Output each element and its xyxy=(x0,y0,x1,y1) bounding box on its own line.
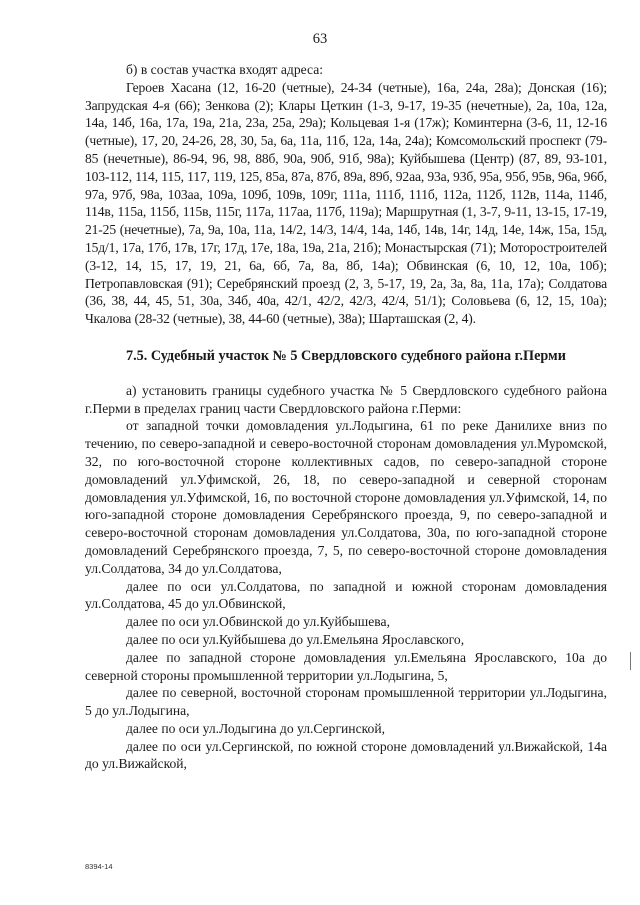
address-list: Героев Хасана (12, 16-20 (четные), 24-34 (четные), 16а, 24а, 28а); Донская (16); Запрудская 4-я (66); Зенкова (2); Клары Цеткин (1-3, 9-17, 19-35 (нечетные), 2а, 10а, 12а, 14а, 14б, 16а, 17а, 19а, 21а, 23а, 25а, 29а); Кольцевая 1-я (17ж); Коминтерна (3-6, 11, 12-16 (четные), 17, 20, 24-26, 28, 30, 5а, 6а, 11а, 11б, 12а, 14а, 24а); Комсомольский проспект (79-85 (нечетные), 86-94, 96, 98, 88б, 90а, 90б, 91б, 98а); Куйбышева (Центр) (87, 89, 93-101, 103-112, 114, 115, 117, 119, 125, 85а, 87а, 87б, 89а, 89б, 92аа, 93а, 93б, 95а, 95б, 95в, 96а, 96б, 97а, 97б, 98а, 103аа, 109а, 109б, 109в, 109г, 111а, 111б, 111б, 112а, 112б, 112в, 114а, 114б, 114в, 115а, 115б, 115в, 115г, 117а, 117аа, 117б, 119а); Маршрутная (1, 3-7, 9-11, 13-15, 17-19, 21-25 (нечетные), 7а, 9а, 10а, 11а, 14/2, 14/3, 14/4, 14а, 14б, 14в, 14г, 14д, 14е, 14ж, 15а, 15д, 15д/1, 17а, 17б, 17в, 17г, 17д, 17е, 18а, 19а, 21а, 21б); Монастырская (71); Моторостроителей (3-12, 14, 15, 17, 19, 21, 6а, 6б, 7а, 8а, 8б, 14а); Обвинская (6, 10, 12, 10а, 10б); Петропавловская (91); Серебрянский проезд (2, 3, 5-17, 19, 2а, 3а, 8а, 11а, 17а); Солдатова (36, 38, 44, 45, 51, 30а, 34б, 40а, 42/1, 42/2, 42/3, 42/4, 51/1); Соловьева (6, 12, 15, 10а); Чкалова (28-32 (четные), 38, 44-60 (четные), 38а); Шарташская (2, 4). xyxy=(85,79,607,327)
section-a-intro: а) установить границы судебного участка № 5 Свердловского судебного района г.Перми в пределах границ части Свердловского района г.Перми: xyxy=(85,382,607,416)
boundary-paragraph-4: далее по оси ул.Куйбышева до ул.Емельяна Ярославского, xyxy=(126,631,465,647)
boundary-paragraph-1: от западной точки домовладения ул.Лодыгина, 61 по реке Данилихе вниз по течению, по северо-западной и северо-восточной сторонам домовладения ул.Муромской, 32, по юго-восточной стороне коллективных садов, по северо-западной стороне домовладений ул.Уфимской, 26, 18, по северо-западной и северной сторонам домовладения ул.Уфимской, 16, по восточной стороне домовладения ул.Уфимской, 14, по юго-западной стороне домовладения Серебрянского проезда, 9, по северо-западной и северо-восточной сторонам домовладения ул.Солдатова, 30а, по юго-западной стороне домовладений Серебрянского проезда, 7, 5, по северо-восточной стороне домовладения ул.Солдатова, 34 до ул.Солдатова, xyxy=(85,418,607,576)
page-number: 63 xyxy=(312,31,328,47)
boundary-paragraph-6: далее по северной, восточной сторонам промышленной территории ул.Лодыгина, 5 до ул.Лодыгина, xyxy=(85,685,607,719)
section-b-intro: б) в состав участка входят адреса: xyxy=(126,62,324,77)
scan-edge-mark xyxy=(630,652,631,670)
footer-document-code: 8394-14 xyxy=(85,862,113,871)
section-heading: 7.5. Судебный участок № 5 Свердловского судебного района г.Перми xyxy=(126,347,566,364)
document-body xyxy=(85,61,607,773)
boundary-paragraph-3: далее по оси ул.Обвинской до ул.Куйбышева, xyxy=(126,614,390,630)
boundary-paragraph-8: далее по оси ул.Сергинской, по южной стороне домовладений ул.Вижайской, 14а до ул.Вижайской, xyxy=(85,738,607,772)
boundary-paragraph-7: далее по оси ул.Лодыгина до ул.Сергинской, xyxy=(126,720,386,736)
boundary-paragraph-5: далее по западной стороне домовладения ул.Емельяна Ярославского, 10а до северной стороны промышленной территории ул.Лодыгина, 5, xyxy=(85,649,607,683)
boundary-paragraph-2: далее по оси ул.Солдатова, по западной и южной сторонам домовладения ул.Солдатова, 45 до ул.Обвинской, xyxy=(85,578,607,612)
